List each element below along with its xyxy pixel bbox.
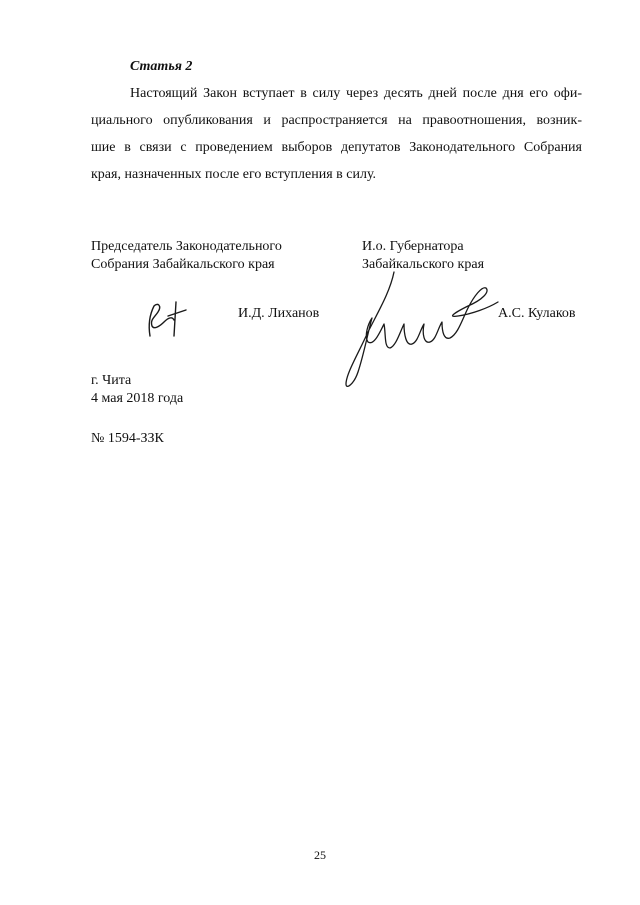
chairman-title-line: Собрания Забайкальского края — [91, 257, 275, 272]
paragraph-line: Настоящий Закон вступает в силу через десять дней после дня его офи- — [130, 86, 582, 101]
governor-name: А.С. Кулаков — [498, 306, 576, 321]
place-date — [91, 372, 183, 408]
chairman-title — [91, 238, 282, 274]
governor-title-line: Забайкальского края — [362, 257, 485, 272]
document-number: № 1594-ЗЗК — [91, 431, 164, 446]
chairman-title-line: Председатель Законодательного — [91, 239, 282, 254]
page-number: 25 — [314, 848, 326, 862]
paragraph-line: края, назначенных после его вступления в силу. — [91, 167, 377, 182]
article-paragraph — [91, 80, 582, 188]
paragraph-line: шие в связи с проведением выборов депутатов Законодательного Собрания — [91, 140, 582, 155]
city: г. Чита — [91, 373, 132, 388]
paragraph-line: циального опубликования и распространяется на правоотношения, возник- — [91, 113, 582, 128]
chairman-signature — [140, 296, 190, 342]
governor-title-line: И.о. Губернатора — [362, 239, 464, 254]
date: 4 мая 2018 года — [91, 391, 184, 406]
governor-signature — [338, 262, 500, 392]
article-heading: Статья 2 — [130, 59, 193, 74]
chairman-name: И.Д. Лиханов — [238, 306, 320, 321]
